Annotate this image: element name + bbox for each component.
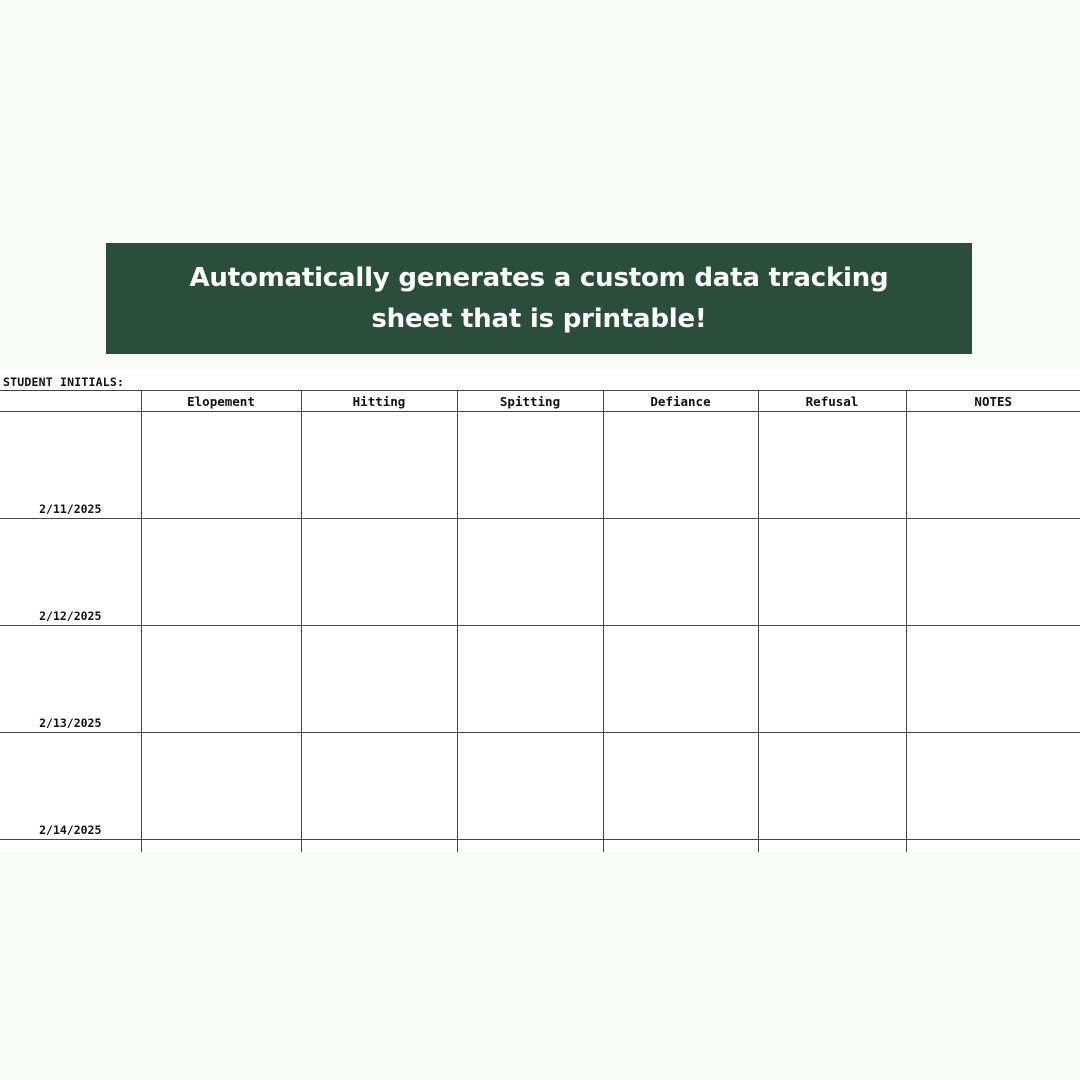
table-row [0, 519, 1080, 626]
table-row-partial [0, 840, 1080, 853]
header-date-column [0, 391, 141, 412]
spitting-cell [457, 519, 603, 626]
student-initials-label: STUDENT INITIALS: [3, 375, 125, 389]
table-row [0, 733, 1080, 840]
tracking-table [0, 390, 1080, 852]
elopement-cell [141, 733, 301, 840]
refusal-cell [758, 733, 906, 840]
defiance-cell [603, 626, 758, 733]
notes-cell [906, 412, 1080, 519]
refusal-cell [758, 626, 906, 733]
elopement-cell [141, 626, 301, 733]
header-defiance: Defiance [603, 391, 758, 412]
hitting-cell [301, 412, 457, 519]
notes-cell [906, 733, 1080, 840]
header-notes: NOTES [906, 391, 1080, 412]
hitting-cell [301, 519, 457, 626]
defiance-cell [603, 519, 758, 626]
header-row [0, 391, 1080, 412]
hitting-cell [301, 840, 457, 853]
notes-cell [906, 519, 1080, 626]
date-cell: 2/13/2025 [0, 626, 141, 733]
table-row [0, 412, 1080, 519]
notes-cell [906, 626, 1080, 733]
elopement-cell [141, 519, 301, 626]
refusal-cell [758, 412, 906, 519]
spitting-cell [457, 412, 603, 519]
elopement-cell [141, 412, 301, 519]
header-spitting: Spitting [457, 391, 603, 412]
table-row [0, 626, 1080, 733]
header-hitting: Hitting [301, 391, 457, 412]
headline-banner [106, 243, 972, 354]
date-cell: 2/12/2025 [0, 519, 141, 626]
header-refusal: Refusal [758, 391, 906, 412]
data-tracking-sheet [0, 370, 1080, 852]
defiance-cell [603, 412, 758, 519]
spitting-cell [457, 733, 603, 840]
refusal-cell [758, 519, 906, 626]
defiance-cell [603, 840, 758, 853]
date-cell [0, 840, 141, 853]
defiance-cell [603, 733, 758, 840]
hitting-cell [301, 626, 457, 733]
spitting-cell [457, 840, 603, 853]
hitting-cell [301, 733, 457, 840]
refusal-cell [758, 840, 906, 853]
header-elopement: Elopement [141, 391, 301, 412]
elopement-cell [141, 840, 301, 853]
headline-text: Automatically generates a custom data tracking sheet that is printable! [189, 262, 889, 334]
notes-cell [906, 840, 1080, 853]
date-cell: 2/11/2025 [0, 412, 141, 519]
spitting-cell [457, 626, 603, 733]
date-cell: 2/14/2025 [0, 733, 141, 840]
